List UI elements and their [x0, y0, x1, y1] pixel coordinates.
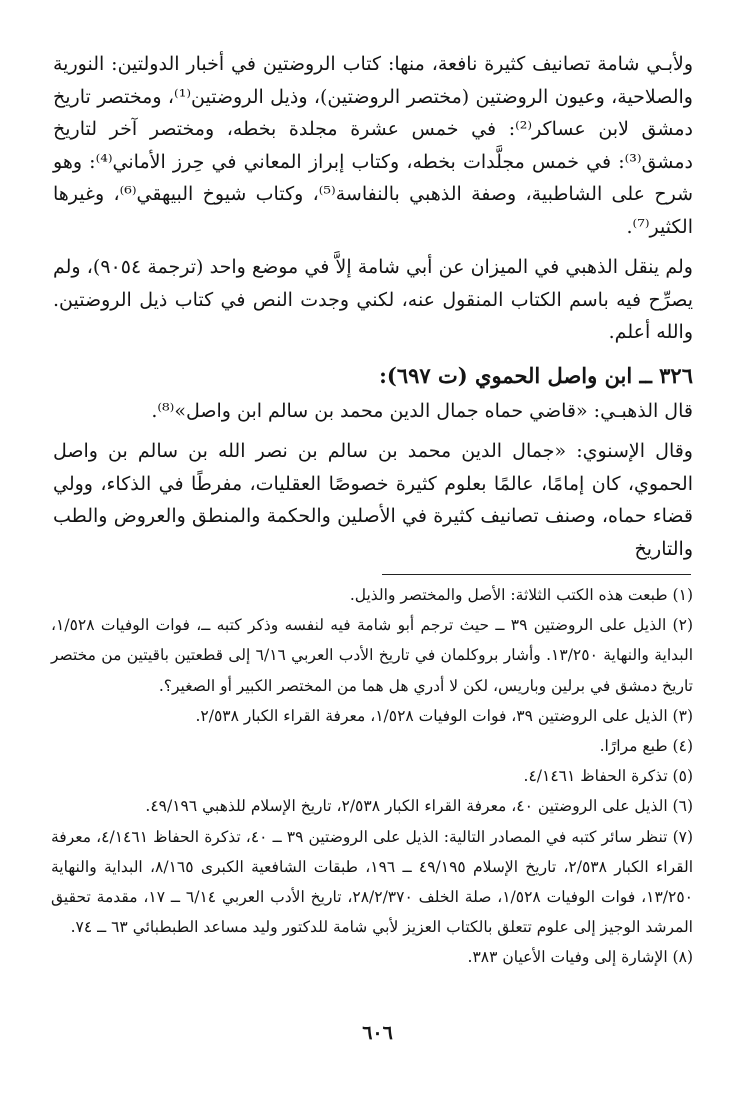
paragraph-dhahabi-quote: قال الذهبـي: «قاضي حماه جمال الدين محمد بن سالم ابن واصل»⁽⁸⁾. [151, 399, 693, 422]
footnote: (١) طبعت هذه الكتب الثلاثة: الأصل والمختصر والذيل. [349, 586, 693, 604]
entry-heading: ٣٢٦ ــ ابن واصل الحموي (ت ٦٩٧): [379, 362, 693, 388]
footnote: (٣) الذيل على الروضتين ٣٩، فوات الوفيات ١/٥٢٨، معرفة القراء الكبار ٢/٥٣٨. [195, 706, 693, 725]
footnote: (٨) الإشارة إلى وفيات الأعيان ٣٨٣. [467, 948, 693, 967]
paragraph-abu-shama-works: ولأبـي شامة تصانيف كثيرة نافعة، منها: كتاب الروضتين في أخبار الدولتين: النورية والصلاحية، وعيون الروضتين (مختصر الروضتين)، وذيل الروضتين⁽¹⁾، ومختصر تاريخ دمشق لابن عساكر⁽²⁾: في خمس عشرة مجلدة بخطه، ومختصر آخر لتاريخ دمشق⁽³⁾: في خمس مجلَّدات بخطه، وكتاب إبراز المعاني في حِرز الأماني⁽⁴⁾: وهو شرح على الشاطبية، وصفة الذهبي بالنفاسة⁽⁵⁾، وكتاب شيوخ البيهقي⁽⁶⁾، وغيرها الكثير⁽⁷⁾. [53, 53, 693, 238]
footnote: (٥) تذكرة الحفاظ ٤/١٤٦١. [523, 767, 693, 786]
footnote: (٤) طبع مرارًا. [599, 737, 693, 756]
page-number: ٦٠٦ [362, 1022, 393, 1044]
footnote: (٧) تنظر سائر كتبه في المصادر التالية: الذيل على الروضتين ٣٩ ــ ٤٠، تذكرة الحفاظ ٤/١٤٦١، معرفة القراء الكبار ٢/٥٣٨، تاريخ الإسلام ٤٩/١٩٥ ــ ١٩٦، طبقات الشافعية الكبرى ٨/١٦٥، البداية والنهاية ١٣/٢٥٠، فوات الوفيات ١/٥٢٨، صلة الخلف ٢٨/٢/٣٧٠، تاريخ الأدب العربي ٦/١٤ ــ ١٧، مقدمة تحقيق المرشد الوجيز إلى علوم تتعلق بالكتاب العزيز لأبي شامة للدكتور وليد مساعد الطبطبائي ٦٣ ــ ٧٤. [51, 827, 694, 937]
footnote: (٢) الذيل على الروضتين ٣٩ ــ حيث ترجم أبو شامة فيه لنفسه وذكر كتبه ــ، فوات الوفيات ١/٥٢٨، البداية والنهاية ١٣/٢٥٠. وأشار بروكلمان في تاريخ الأدب العربي ٦/١٦ إلى قطعتين باقيتين من مختصر تاريخ دمشق في برلين وباريس، لكن لا أدري هل هما من المختصر الكبير أو الصغير؟. [51, 616, 693, 695]
paragraph-isnawi-quote: وقال الإسنوي: «جمال الدين محمد بن سالم بن نصر الله بن سالم بن واصل الحموي، كان إمامًا، عالمًا بعلوم كثيرة خصوصًا العقليات، مفرطًا في الذكاء، وولي قضاء حماه، وصنف تصانيف كثيرة في الأصلين والحكمة والمنطق والعروض والطب والتاريخ [53, 440, 693, 560]
main-text [53, 48, 693, 565]
paragraph-dhahabi-quote-note: ولم ينقل الذهبي في الميزان عن أبي شامة إلاَّ في موضع واحد (ترجمة ٩٠٥٤)، ولم يصرِّح فيه باسم الكتاب المنقول عنه، لكني وجدت النص في كتاب ذيل الروضتين. والله أعلم. [53, 256, 693, 343]
footnotes [51, 580, 693, 973]
footnote: (٦) الذيل على الروضتين ٤٠، معرفة القراء الكبار ٢/٥٣٨، تاريخ الإسلام للذهبي ٤٩/١٩٦. [145, 797, 693, 816]
footnote-divider [382, 574, 691, 575]
